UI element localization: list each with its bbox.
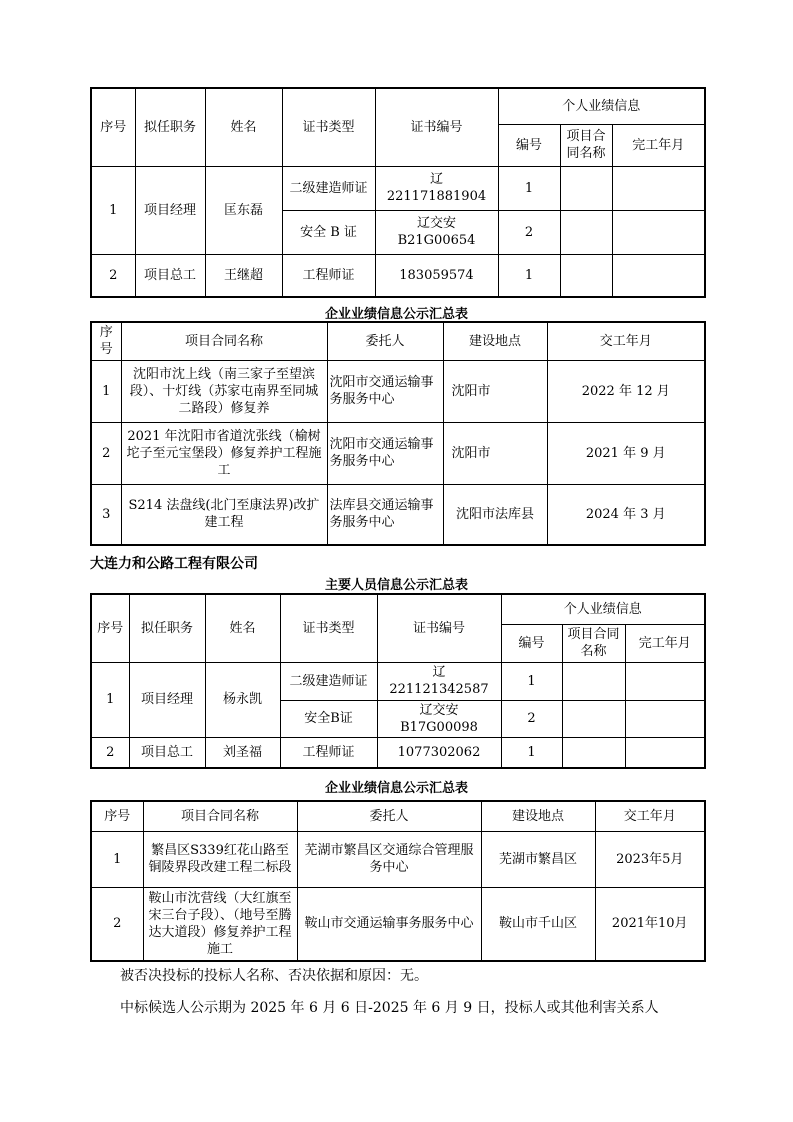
cert-no-line1: 辽 xyxy=(429,172,443,187)
table-row xyxy=(91,737,705,768)
cell-seq: 2 xyxy=(91,887,143,961)
cell-cert-no: 183059574 xyxy=(375,254,498,297)
cell-perf-year xyxy=(625,700,705,737)
cell-perf-year xyxy=(612,210,705,254)
header-personal-performance: 个人业绩信息 xyxy=(498,88,705,124)
cell-location: 鞍山市千山区 xyxy=(481,887,595,961)
header-perf-contract: 项目合同名称 xyxy=(562,624,625,662)
cell-client: 沈阳市交通运输事务服务中心 xyxy=(327,360,443,422)
header-name: 姓名 xyxy=(205,88,282,166)
cell-year: 2021年10月 xyxy=(595,887,705,961)
header-seq: 序号 xyxy=(91,322,121,360)
header-name: 姓名 xyxy=(205,594,280,662)
table-row xyxy=(91,662,705,700)
cell-cert-type: 工程师证 xyxy=(280,737,377,768)
cell-year: 2024 年 3 月 xyxy=(547,484,705,545)
personnel-table-1 xyxy=(90,87,706,298)
publicity-period-statement: 中标候选人公示期为 2025 年 6 月 6 日-2025 年 6 月 9 日，投标人或其他利害关系人 xyxy=(120,1000,659,1016)
cell-cert-no xyxy=(377,700,501,737)
header-location: 建设地点 xyxy=(481,801,595,831)
personnel-caption-2: 主要人员信息公示汇总表 xyxy=(324,578,468,593)
cell-role: 项目总工 xyxy=(129,737,205,768)
cert-no-line1: 辽 xyxy=(432,665,446,680)
header-location: 建设地点 xyxy=(443,322,547,360)
table-row xyxy=(91,422,705,484)
cell-cert-type: 安全 B 证 xyxy=(282,210,375,254)
rejection-statement: 被否决投标的投标人名称、否决依据和原因：无。 xyxy=(120,968,428,984)
cell-location: 芜湖市繁昌区 xyxy=(481,831,595,887)
cell-client: 鞍山市交通运输事务服务中心 xyxy=(297,887,481,961)
cell-client: 芜湖市繁昌区交通综合管理服务中心 xyxy=(297,831,481,887)
cell-perf-no: 2 xyxy=(501,700,562,737)
cell-perf-no: 1 xyxy=(501,737,562,768)
header-year: 交工年月 xyxy=(595,801,705,831)
header-seq: 序号 xyxy=(91,88,135,166)
cell-perf-year xyxy=(612,166,705,210)
header-client: 委托人 xyxy=(327,322,443,360)
performance-caption-2: 企业业绩信息公示汇总表 xyxy=(324,781,468,796)
header-role: 拟任职务 xyxy=(135,88,205,166)
cert-no-line2: 221171881904 xyxy=(386,189,487,204)
cell-role: 项目经理 xyxy=(135,166,205,254)
cell-perf-contract xyxy=(562,662,625,700)
table-row xyxy=(91,887,705,961)
cert-no-line2: 221121342587 xyxy=(389,682,489,697)
header-year: 交工年月 xyxy=(547,322,705,360)
header-cert-no: 证书编号 xyxy=(377,594,501,662)
cell-contract: 繁昌区S339红花山路至铜陵界段改建工程二标段 xyxy=(143,831,297,887)
cell-perf-contract xyxy=(560,166,612,210)
table-row xyxy=(91,831,705,887)
cell-perf-no: 2 xyxy=(498,210,560,254)
cell-cert-type: 工程师证 xyxy=(282,254,375,297)
header-contract: 项目合同名称 xyxy=(121,322,327,360)
cell-perf-no: 1 xyxy=(501,662,562,700)
cell-seq: 1 xyxy=(91,360,121,422)
cell-client: 法库县交通运输事务服务中心 xyxy=(327,484,443,545)
table-row xyxy=(91,360,705,422)
cell-perf-year xyxy=(612,254,705,297)
cell-cert-no: 1077302062 xyxy=(377,737,501,768)
cell-seq: 1 xyxy=(91,831,143,887)
cell-location: 沈阳市法库县 xyxy=(443,484,547,545)
performance-caption-1: 企业业绩信息公示汇总表 xyxy=(324,307,468,322)
performance-table-2 xyxy=(90,800,706,962)
cell-location: 沈阳市 xyxy=(443,360,547,422)
cert-no-line2: B17G00098 xyxy=(400,719,478,735)
cert-no-line1: 辽交安 xyxy=(416,216,456,231)
cell-seq: 2 xyxy=(91,422,121,484)
table-row xyxy=(91,166,705,210)
cell-name: 刘圣福 xyxy=(205,737,280,768)
cell-cert-type: 二级建造师证 xyxy=(280,662,377,700)
header-role: 拟任职务 xyxy=(129,594,205,662)
cell-cert-type: 安全B证 xyxy=(280,700,377,737)
cell-perf-contract xyxy=(560,254,612,297)
header-perf-year: 完工年月 xyxy=(625,624,705,662)
header-perf-no: 编号 xyxy=(498,124,560,166)
cell-contract: 鞍山市沈营线（大红旗至宋三台子段）、（地号至腾达大道段）修复养护工程施工 xyxy=(143,887,297,961)
cell-seq: 1 xyxy=(91,662,129,737)
personnel-table-2 xyxy=(90,593,706,769)
cell-seq: 2 xyxy=(91,254,135,297)
cell-role: 项目经理 xyxy=(129,662,205,737)
cell-contract: 2021 年沈阳市省道沈张线（榆树坨子至元宝堡段）修复养护工程施工 xyxy=(121,422,327,484)
header-cert-no: 证书编号 xyxy=(375,88,498,166)
table-row xyxy=(91,254,705,297)
header-seq: 序号 xyxy=(91,594,129,662)
cell-perf-contract xyxy=(562,737,625,768)
cell-cert-type: 二级建造师证 xyxy=(282,166,375,210)
cell-contract: S214 法盘线(北门至康法界)改扩建工程 xyxy=(121,484,327,545)
header-contract: 项目合同名称 xyxy=(143,801,297,831)
cell-perf-no: 1 xyxy=(498,166,560,210)
cell-year: 2021 年 9 月 xyxy=(547,422,705,484)
cell-perf-no: 1 xyxy=(498,254,560,297)
cell-location: 沈阳市 xyxy=(443,422,547,484)
cell-seq: 3 xyxy=(91,484,121,545)
header-perf-no: 编号 xyxy=(501,624,562,662)
header-personal-performance: 个人业绩信息 xyxy=(501,594,705,624)
header-perf-year: 完工年月 xyxy=(612,124,705,166)
table-row xyxy=(91,484,705,545)
cell-contract: 沈阳市沈上线（南三家子至望滨段）、十灯线（苏家屯南界至同城二路段）修复养 xyxy=(121,360,327,422)
cell-cert-no xyxy=(375,166,498,210)
cell-perf-year xyxy=(625,737,705,768)
cell-name: 杨永凯 xyxy=(205,662,280,737)
cell-perf-contract xyxy=(562,700,625,737)
header-cert-type: 证书类型 xyxy=(282,88,375,166)
cell-year: 2022 年 12 月 xyxy=(547,360,705,422)
header-client: 委托人 xyxy=(297,801,481,831)
cell-seq: 1 xyxy=(91,166,135,254)
cell-client: 沈阳市交通运输事务服务中心 xyxy=(327,422,443,484)
cell-role: 项目总工 xyxy=(135,254,205,297)
cell-perf-contract xyxy=(560,210,612,254)
header-perf-contract: 项目合同名称 xyxy=(560,124,612,166)
cell-name: 匡东磊 xyxy=(205,166,282,254)
header-seq: 序号 xyxy=(91,801,143,831)
performance-table-1 xyxy=(90,321,706,546)
cell-name: 王继超 xyxy=(205,254,282,297)
cell-perf-year xyxy=(625,662,705,700)
header-cert-type: 证书类型 xyxy=(280,594,377,662)
cert-no-line1: 辽交安 xyxy=(419,702,459,718)
cell-cert-no xyxy=(375,210,498,254)
cell-seq: 2 xyxy=(91,737,129,768)
cell-year: 2023年5月 xyxy=(595,831,705,887)
company-name: 大连力和公路工程有限公司 xyxy=(90,556,258,572)
cert-no-line2: B21G00654 xyxy=(397,233,476,248)
cell-cert-no xyxy=(377,662,501,700)
